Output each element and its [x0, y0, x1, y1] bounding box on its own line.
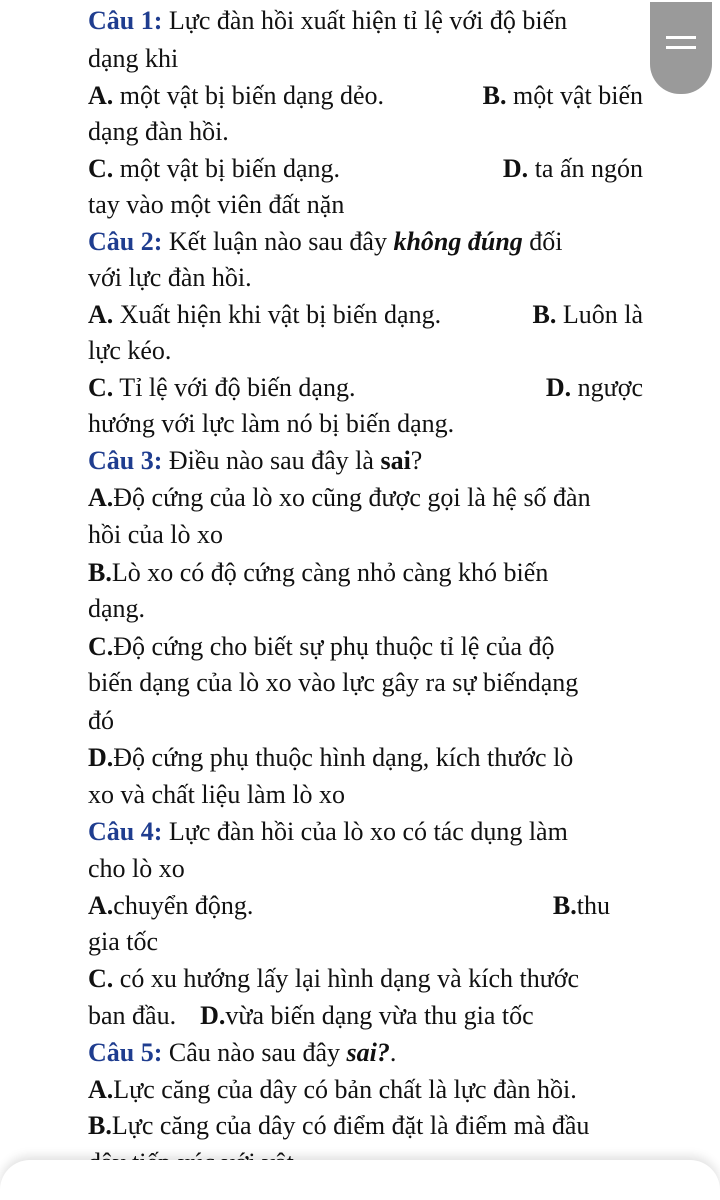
question-3-option-a [88, 481, 591, 515]
text: xo và chất liệu làm lò xo [88, 780, 346, 809]
option-c-letter: C. [88, 632, 114, 661]
emphasis: sai? [346, 1038, 390, 1067]
option-c-text: Độ cứng cho biết sự phụ thuộc tỉ lệ của độ [113, 632, 555, 661]
question-4-line-4 [88, 925, 158, 959]
question-4-line-2 [88, 852, 185, 886]
question-5-label: Câu 5: [88, 1038, 163, 1067]
question-2-options-ab [88, 298, 643, 332]
option-b [533, 298, 644, 332]
option-c-letter: C. [88, 154, 114, 183]
handle-grip-icon [666, 36, 696, 39]
question-5-option-b [88, 1109, 589, 1143]
question-2-line-2 [88, 261, 252, 295]
option-a-text: Độ cứng của lò xo cũng được gọi là hệ số đàn [113, 483, 591, 512]
text: Lực đàn hồi của lò xo có tác dụng làm [162, 817, 568, 846]
option-a-text: chuyển động. [113, 891, 254, 920]
option-a [88, 79, 384, 113]
option-d [503, 152, 643, 186]
text: dạng khi [88, 44, 179, 73]
emphasis: sai [380, 446, 411, 475]
option-d-text: ta ấn ngón [528, 154, 643, 183]
question-1-options-cd [88, 152, 643, 186]
option-d-text: vừa biến dạng vừa thu gia tốc [225, 1001, 534, 1030]
option-b-text: Luôn là [556, 300, 643, 329]
question-3-line-8 [88, 704, 114, 738]
option-b-letter: B. [532, 300, 557, 329]
text: dạng. [88, 594, 146, 623]
question-3-line-3 [88, 518, 223, 552]
option-a-letter: A. [88, 300, 114, 329]
option-b-letter: B. [88, 1111, 112, 1140]
option-d-text: ngược [571, 373, 643, 402]
question-3-line-7 [88, 666, 578, 700]
handle-grip-icon [666, 46, 696, 49]
text: hướng với lực làm nó bị biến dạng. [88, 409, 455, 438]
text: gia tốc [88, 927, 159, 956]
question-1-line-2 [88, 42, 178, 76]
question-4-options-ab [88, 889, 610, 923]
option-b-text: Lò xo có độ cứng càng nhỏ càng khó biến [111, 558, 549, 587]
option-b-text: một vật biến [506, 81, 643, 110]
option-c [88, 152, 340, 186]
question-3-option-b [88, 556, 548, 590]
text: . [389, 1038, 397, 1067]
scroll-handle[interactable] [650, 2, 712, 94]
question-3-line-5 [88, 592, 145, 626]
option-c [88, 371, 355, 405]
option-b [553, 889, 610, 923]
question-1-line-4 [88, 115, 229, 149]
option-b-letter: B. [88, 558, 112, 587]
text: ? [410, 446, 423, 475]
text: hồi của lò xo [88, 520, 224, 549]
option-a-letter: A. [88, 81, 114, 110]
option-d [546, 371, 643, 405]
text: đối [522, 227, 563, 256]
question-3-option-c [88, 630, 554, 664]
question-1-line-6 [88, 188, 344, 222]
option-a [88, 298, 441, 332]
question-3-label: Câu 3: [88, 446, 163, 475]
option-b-text: thu [576, 891, 610, 920]
bottom-sheet[interactable] [0, 1160, 720, 1200]
option-b-text: Lực căng của dây có điểm đặt là điểm mà đầu [111, 1111, 590, 1140]
option-a [88, 889, 253, 923]
text: dạng đàn hồi. [88, 117, 229, 146]
option-d-letter: D. [88, 743, 114, 772]
emphasis: không đúng [393, 227, 523, 256]
option-a-text: một vật bị biến dạng dẻo. [113, 81, 385, 110]
question-2-line-1 [88, 225, 563, 259]
option-a-text: Lực căng của dây có bản chất là lực đàn hồi. [113, 1075, 577, 1104]
option-c-text: một vật bị biến dạng. [113, 154, 341, 183]
question-2-options-cd [88, 371, 643, 405]
question-5-line-1 [88, 1036, 396, 1070]
text: tay vào một viên đất nặn [88, 190, 345, 219]
text: ban đầu. [88, 1001, 177, 1030]
option-a-letter: A. [88, 1075, 114, 1104]
question-3-option-d [88, 741, 573, 775]
question-1-options-ab [88, 79, 643, 113]
question-4-line-1 [88, 815, 568, 849]
text: lực kéo. [88, 336, 172, 365]
question-2-line-4 [88, 334, 171, 368]
option-c-letter: C. [88, 964, 114, 993]
option-d-letter: D. [200, 1001, 226, 1030]
option-c-text: Tỉ lệ với độ biến dạng. [113, 373, 356, 402]
question-4-option-c [88, 962, 579, 996]
question-5-option-a [88, 1073, 577, 1107]
question-4-line-6 [88, 999, 534, 1033]
question-4-label: Câu 4: [88, 817, 163, 846]
text: Câu nào sau đây [162, 1038, 347, 1067]
option-b-letter: B. [482, 81, 507, 110]
option-a-text: Xuất hiện khi vật bị biến dạng. [113, 300, 442, 329]
option-c-text: có xu hướng lấy lại hình dạng và kích thước [113, 964, 580, 993]
question-1-line-1 [88, 4, 567, 38]
question-2-label: Câu 2: [88, 227, 163, 256]
question-3-line-10 [88, 778, 345, 812]
option-a-letter: A. [88, 483, 114, 512]
option-c-letter: C. [88, 373, 114, 402]
text: biến dạng của lò xo vào lực gây ra sự biếndạng [88, 668, 579, 697]
option-d-letter: D. [545, 373, 572, 402]
option-b-letter: B. [552, 891, 577, 920]
text: cho lò xo [88, 854, 185, 883]
text: Lực đàn hồi xuất hiện tỉ lệ với độ biến [162, 6, 568, 35]
question-2-line-6 [88, 407, 454, 441]
option-d-letter: D. [502, 154, 529, 183]
text: đó [88, 706, 114, 735]
text: với lực đàn hồi. [88, 263, 252, 292]
question-1-label: Câu 1: [88, 6, 163, 35]
question-3-line-1 [88, 444, 422, 478]
text: Kết luận nào sau đây [162, 227, 394, 256]
option-d-text: Độ cứng phụ thuộc hình dạng, kích thước lò [113, 743, 574, 772]
text: Điều nào sau đây là [162, 446, 381, 475]
option-b [483, 79, 643, 113]
option-a-letter: A. [88, 891, 114, 920]
